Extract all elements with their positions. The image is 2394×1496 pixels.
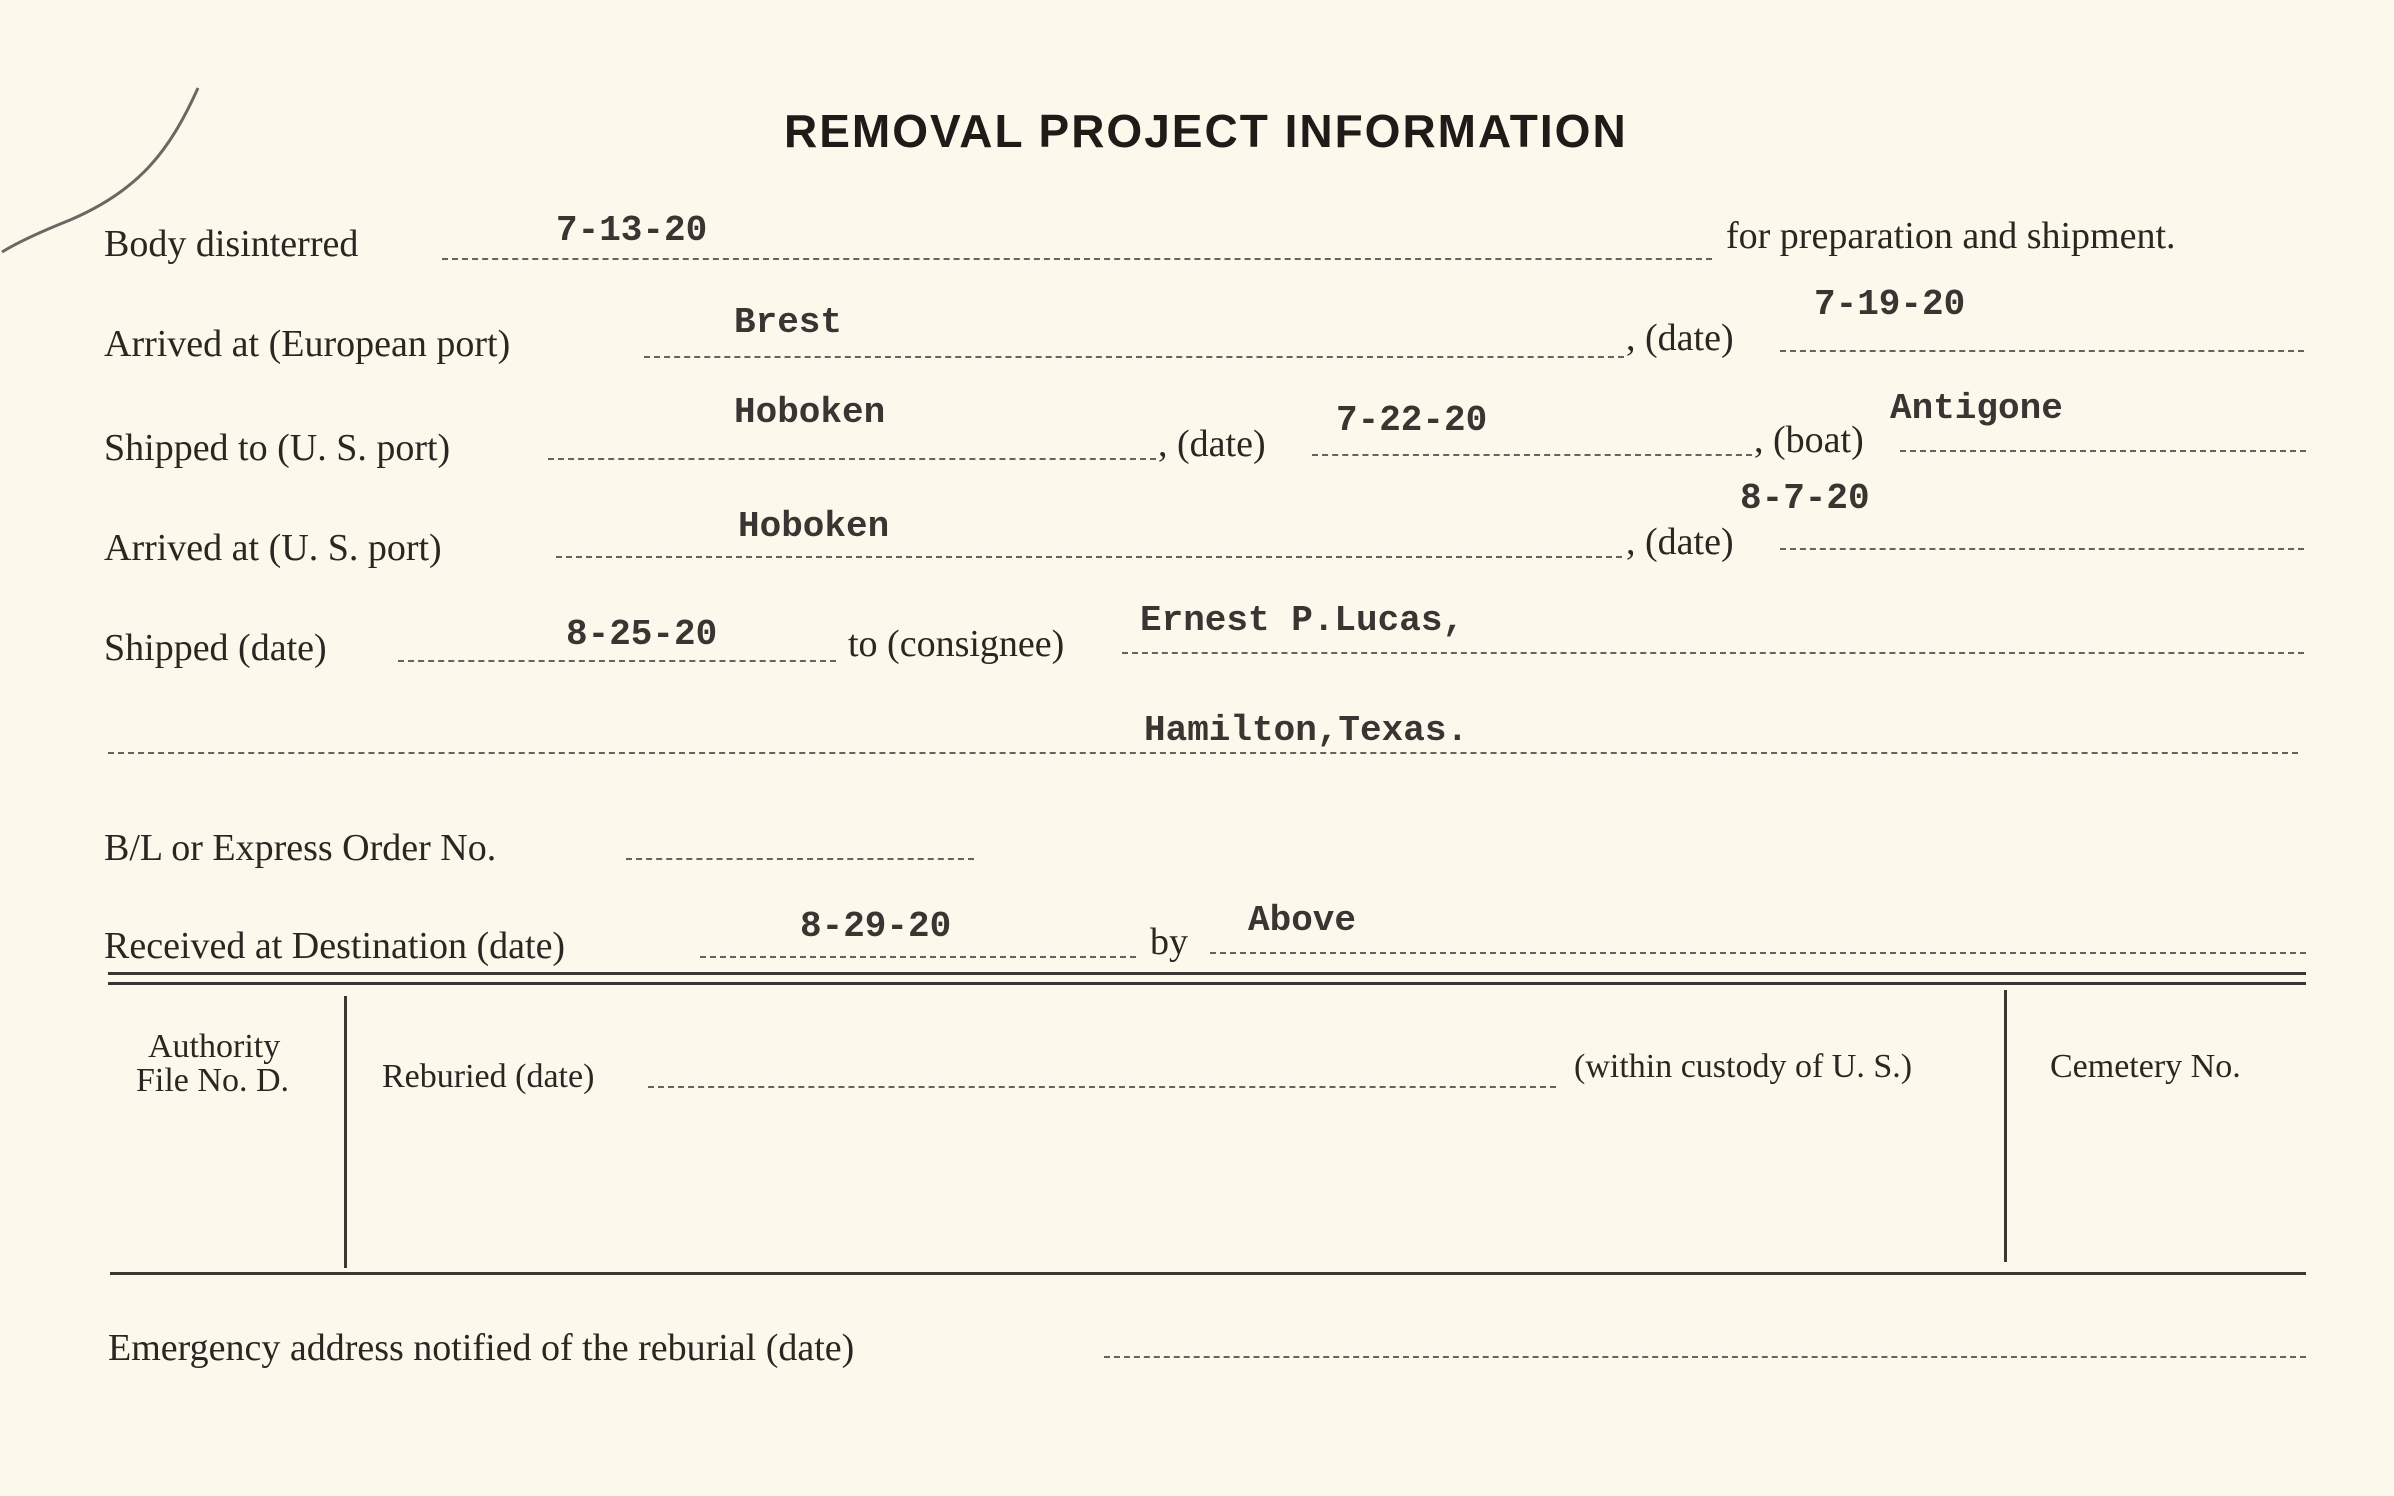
custody-label: (within custody of U. S.)	[1574, 1048, 1913, 1085]
shipped-to-date-line	[1312, 454, 1752, 456]
by-line	[1210, 952, 2306, 954]
reburied-line	[648, 1086, 1556, 1088]
disinterred-line	[442, 258, 1712, 260]
by-label: by	[1150, 921, 1188, 963]
consignee-value-2: Hamilton,Texas.	[1144, 710, 1469, 751]
arrived-us-label: Arrived at (U. S. port)	[104, 527, 442, 569]
arrived-us-date-line	[1780, 548, 2304, 550]
cemetery-label: Cemetery No.	[2050, 1048, 2241, 1085]
shipped-to-line	[548, 458, 1156, 460]
arrived-us-date-label: , (date)	[1626, 521, 1734, 563]
shipped-to-label: Shipped to (U. S. port)	[104, 427, 451, 469]
emergency-line	[1104, 1356, 2306, 1358]
disinterred-value: 7-13-20	[556, 210, 708, 251]
table-bottom-rule	[110, 1272, 2306, 1275]
double-rule-top	[108, 972, 2306, 975]
european-port-line	[644, 356, 1624, 358]
consignee-line-2	[108, 752, 2298, 754]
european-port-label: Arrived at (European port)	[104, 323, 511, 365]
emergency-label: Emergency address notified of the reburial (date)	[108, 1327, 855, 1369]
by-value: Above	[1248, 900, 1357, 941]
received-value: 8-29-20	[800, 906, 952, 947]
arrived-us-value: Hoboken	[738, 506, 890, 547]
reburied-label: Reburied (date)	[382, 1058, 595, 1095]
disinterred-suffix: for preparation and shipment.	[1726, 215, 2176, 257]
european-port-value: Brest	[734, 302, 843, 343]
arrived-us-line	[556, 556, 1622, 558]
boat-label: , (boat)	[1754, 419, 1864, 461]
bl-label: B/L or Express Order No.	[104, 827, 497, 869]
shipped-date-line	[398, 660, 836, 662]
consignee-value: Ernest P.Lucas,	[1140, 600, 1465, 641]
european-port-date-label: , (date)	[1626, 317, 1734, 359]
table-divider-left	[344, 996, 347, 1268]
received-line	[700, 956, 1136, 958]
consignee-line	[1122, 652, 2304, 654]
disinterred-label: Body disinterred	[104, 223, 359, 265]
boat-line	[1900, 450, 2306, 452]
boat-value: Antigone	[1890, 388, 2063, 429]
shipped-to-value: Hoboken	[734, 392, 886, 433]
arrived-us-date: 8-7-20	[1740, 478, 1870, 519]
authority-label-2: File No. D.	[136, 1062, 289, 1099]
shipped-to-date: 7-22-20	[1336, 400, 1488, 441]
european-port-date-line	[1780, 350, 2304, 352]
double-rule-bottom	[108, 982, 2306, 985]
shipped-to-date-label: , (date)	[1158, 423, 1266, 465]
table-divider-right	[2004, 990, 2007, 1262]
authority-label-1: Authority	[148, 1028, 281, 1065]
bl-line	[626, 858, 974, 860]
european-port-date: 7-19-20	[1814, 284, 1966, 325]
page-title: REMOVAL PROJECT INFORMATION	[784, 105, 1628, 157]
consignee-label: to (consignee)	[848, 623, 1065, 665]
shipped-date-value: 8-25-20	[566, 614, 718, 655]
received-label: Received at Destination (date)	[104, 925, 566, 967]
shipped-date-label: Shipped (date)	[104, 627, 327, 669]
